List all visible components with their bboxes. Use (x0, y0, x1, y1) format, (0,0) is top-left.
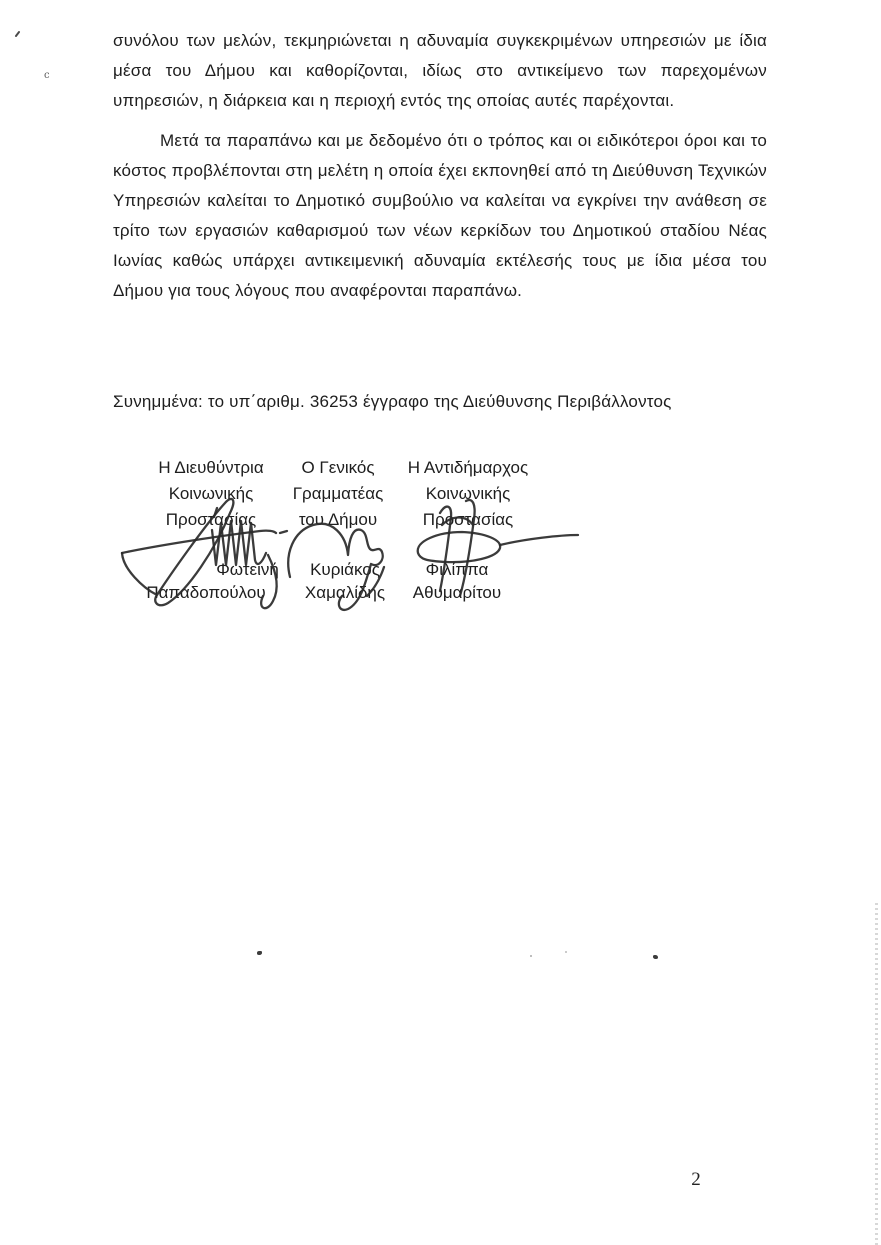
title-line: Προστασίας (165, 510, 257, 529)
scanner-edge-artifact (875, 903, 878, 1245)
scan-speck (257, 951, 262, 955)
title-line: του Δήμου (298, 510, 378, 529)
title-line: Προστασίας (422, 510, 514, 529)
paragraph-continued: συνόλου των μελών, τεκμηριώνεται η αδυναμία συγκεκριμένων υπηρεσιών με ίδια μέσα του Δήμου και καθορίζονται, ιδίως στο αντικείμενο των παρεχομένων υπηρεσιών, η διάρκεια και η περιοχή εντός της οποίας αυτές παρέχονται. (113, 31, 767, 110)
signatory-name: Παπαδοπούλου (146, 583, 266, 602)
page-number: 2 (691, 1169, 701, 1190)
title-line: Γραμματέας (292, 484, 384, 503)
signatory-title-director (130, 455, 292, 533)
title-line: Η Αντιδήμαρχος (407, 458, 529, 477)
signatory-name: Κυριάκος (310, 560, 380, 579)
scan-speck (565, 951, 567, 953)
signatory-title-secretary (276, 455, 400, 533)
signatory-name: Φιλίππα (425, 560, 489, 579)
scan-speck (530, 955, 532, 957)
scan-speck: c (44, 70, 50, 81)
signatory-name: Χαμαλίδης (304, 583, 386, 602)
title-line: Η Διευθύντρια (158, 458, 264, 477)
body-text (113, 26, 767, 306)
title-line: Κοινωνικής (425, 484, 511, 503)
attachments-line: Συνημμένα: το υπ΄αριθμ. 36253 έγγραφο της Διεύθυνσης Περιβάλλοντος (113, 392, 672, 411)
signatory-title-deputy-mayor (396, 455, 540, 533)
signatory-name: Φωτεινή (216, 560, 279, 579)
scan-speck (653, 955, 658, 959)
paragraph-decision: Μετά τα παραπάνω και με δεδομένο ότι ο τρόπος και οι ειδικότεροι όροι και το κόστος προβλέπονται στη μελέτη η οποία έχει εκπονηθεί από τη Διεύθυνση Τεχνικών Υπηρεσιών καλείται το Δημοτικό συμβούλιο να καλείται να εγκρίνει την ανάθεση σε τρίτο των εργασιών καθαρισμού των νέων κερκίδων του Δημοτικού σταδίου Νέας Ιωνίας καθώς υπάρχει αντικειμενική αδυναμία εκτέλεσής τους με ίδια μέσα του Δήμου για τους λόγους που αναφέρονται παραπάνω. (113, 131, 767, 300)
title-line: Κοινωνικής (168, 484, 254, 503)
signatory-name: Αθυμαρίτου (412, 583, 502, 602)
title-line: Ο Γενικός (301, 458, 375, 477)
scan-speck (15, 31, 21, 38)
